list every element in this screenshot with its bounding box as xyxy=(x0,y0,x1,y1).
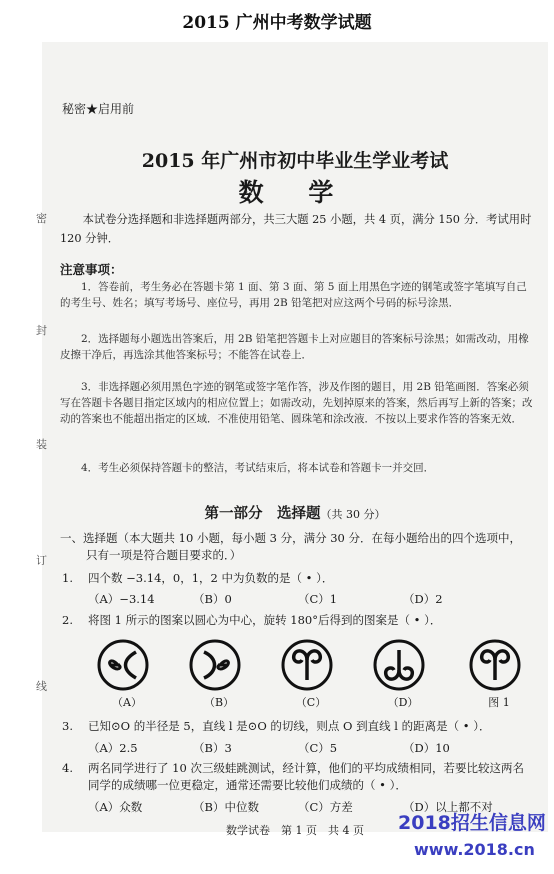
page-footer: 数学试卷 第 1 页 共 4 页 xyxy=(226,824,364,837)
option-a: （A）2.5 xyxy=(88,741,138,755)
option-b: （B）中位数 xyxy=(193,800,259,814)
watermark-url: www.2018.cn xyxy=(414,840,535,859)
option-b: （B）3 xyxy=(193,741,232,755)
rotated-pattern-d-icon xyxy=(368,638,430,692)
section-intro-line-2: 只有一项是符合题目要求的．） xyxy=(86,548,242,562)
exam-sheet xyxy=(36,42,548,837)
question-text: 四个数 −3.14，0，1，2 中为负数的是（ • ）． xyxy=(88,571,334,585)
question-text: 已知⊙O 的半径是 5，直线 l 是⊙O 的切线，则点 O 到直线 l 的距离是（ • ）． xyxy=(88,719,491,733)
section-intro-line-1: 一、选择题（本大题共 10 小题，每小题 3 分，满分 30 分．在每小题给出的四个选项中， xyxy=(60,531,522,545)
question-3-options xyxy=(88,740,538,756)
margin-char-ding: 订 xyxy=(36,554,47,567)
option-b: （B）0 xyxy=(193,592,232,606)
notice-title: 注意事项： xyxy=(60,262,123,277)
margin-char-zhuang: 装 xyxy=(36,438,47,451)
figure-caption: （C） xyxy=(295,696,327,709)
notice-item: 4．考生必须保持答题卡的整洁，考试结束后，将本试卷和答题卡一并交回． xyxy=(81,462,435,474)
question-text: 将图 1 所示的图案以圆心为中心，旋转 180°后得到的图案是（ • ）． xyxy=(88,613,442,627)
option-c: （C）1 xyxy=(298,592,338,606)
part-score: （共 30 分） xyxy=(320,508,386,521)
rotated-pattern-c-icon xyxy=(276,638,338,692)
part-title-text: 第一部分 选择题 xyxy=(204,505,321,522)
figure-caption: （D） xyxy=(387,696,419,709)
question-1 xyxy=(62,570,538,587)
exam-subject: 数 学 xyxy=(238,178,352,207)
exam-title: 2015 年广州市初中毕业生学业考试 xyxy=(141,150,449,172)
option-d: （D）2 xyxy=(403,592,443,606)
original-pattern-icon xyxy=(464,638,526,692)
question-2-figures xyxy=(92,638,542,718)
question-number: 3. xyxy=(62,719,73,733)
question-3 xyxy=(62,718,538,735)
question-2 xyxy=(62,612,538,629)
margin-char-mi: 密 xyxy=(36,212,47,225)
question-4 xyxy=(62,760,538,794)
rotated-pattern-a-icon xyxy=(92,638,154,692)
option-d: （D）10 xyxy=(403,741,450,755)
section-intro xyxy=(60,530,540,564)
notice-item: 3．非选择题必须用黑色字迹的钢笔或签字笔作答，涉及作图的题目，用 2B 铅笔画图．答案必须写在答题卡各题目指定区域内的相应位置上；如需改动，先划掉原来的答案，然后再写上新的答案；改动的答案也不能超出指定的区域．不准使用铅笔、圆珠笔和涂改液．不按以上要求作答的答案无效． xyxy=(60,381,533,426)
question-1-options xyxy=(88,591,538,607)
page-heading: 2015 广州中考数学试题 xyxy=(182,13,372,33)
option-c: （C）方差 xyxy=(298,800,353,814)
figure-b xyxy=(184,638,254,710)
figure-d xyxy=(368,638,438,710)
option-d: （D）以上都不对 xyxy=(403,800,493,814)
figure-a xyxy=(92,638,162,710)
secret-label: 秘密★启用前 xyxy=(62,102,135,116)
question-number: 2. xyxy=(62,613,73,627)
notice-item: 1．答卷前，考生务必在答题卡第 1 面、第 3 面、第 5 面上用黑色字迹的钢笔或签字笔填写自己的考生号、姓名；填写考场号、座位号，再用 2B 铅笔把对应这两个号码的标号涂黑． xyxy=(60,281,527,310)
exam-intro: 本试卷分选择题和非选择题两部分，共三大题 25 小题，共 4 页，满分 150 分．考试用时 120 分钟． xyxy=(60,213,532,245)
figure-caption: （B） xyxy=(203,696,235,709)
question-text-line-2: 同学的成绩哪一位更稳定，通常还需要比较他们成绩的（ • ）． xyxy=(88,778,407,792)
rotated-pattern-b-icon xyxy=(184,638,246,692)
margin-char-feng: 封 xyxy=(36,324,47,337)
question-number: 4. xyxy=(62,761,73,775)
figure-caption: （A） xyxy=(112,696,142,709)
option-a: （A）−3.14 xyxy=(88,592,155,606)
watermark-site-name: 2018招生信息网 xyxy=(398,812,546,834)
notice-item: 2．选择题每小题选出答案后，用 2B 铅笔把答题卡上对应题目的答案标号涂黑；如需改动，用橡皮擦干净后，再选涂其他答案标号；不能答在试卷上． xyxy=(60,333,529,362)
part-title xyxy=(42,502,548,523)
figure-1 xyxy=(464,638,534,710)
question-text-line-1: 两名同学进行了 10 次三级蛙跳测试，经计算，他们的平均成绩相同，若要比较这两名 xyxy=(88,761,524,775)
option-a: （A）众数 xyxy=(88,800,143,814)
figure-caption: 图 1 xyxy=(488,696,510,709)
figure-c xyxy=(276,638,346,710)
question-number: 1. xyxy=(62,571,73,585)
option-c: （C）5 xyxy=(298,741,338,755)
margin-char-xian: 线 xyxy=(36,680,47,693)
